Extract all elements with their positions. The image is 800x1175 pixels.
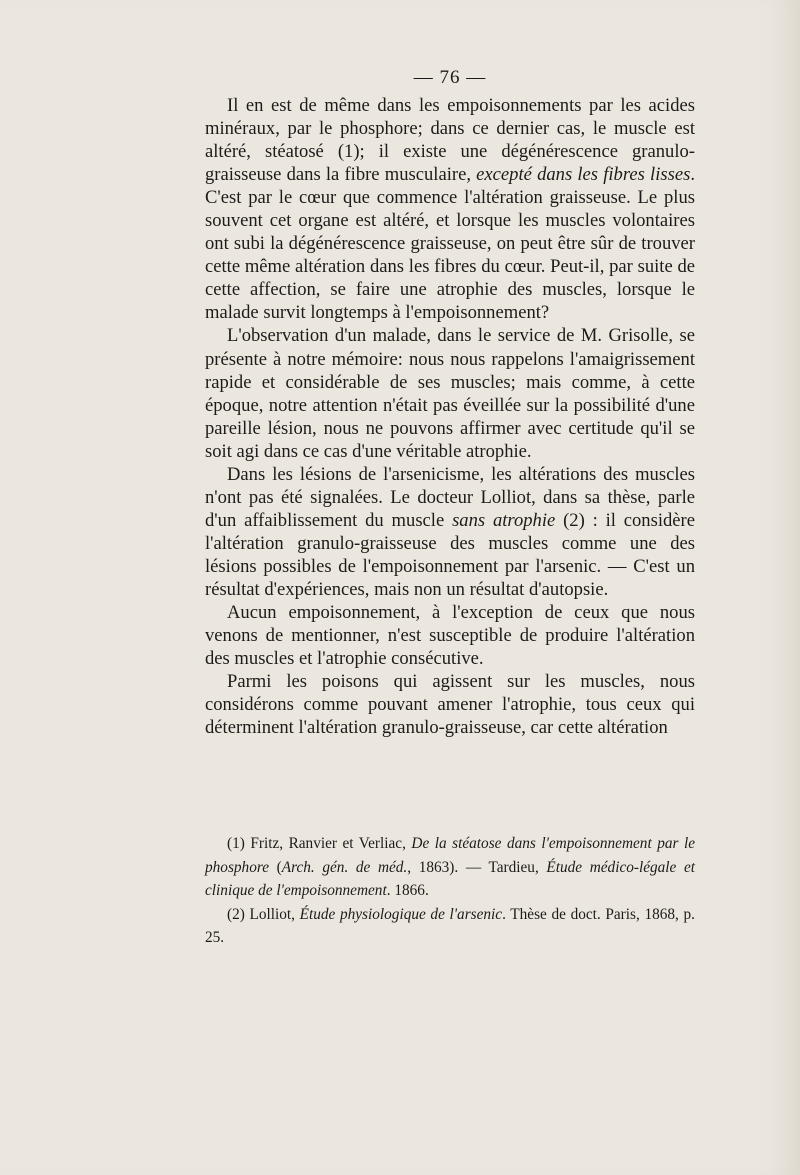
page-number: — 76 — [413,67,487,88]
paragraph [205,94,695,324]
footnote [205,832,695,903]
paragraph-text: Il en est de même dans les empoisonnements par les acides minéraux, par le phosphore; dans ce dernier cas, le muscle est altéré, stéatosé (1); il existe une dégénérescence granulo-graisseuse dans la fibre musculaire, [205,95,695,186]
paragraph-text: . C'est par le cœur que commence l'altération graisseuse. Le plus souvent cet organe est altéré, et lorsque les muscles volontaires ont subi la dégénérescence graisseuse, on peut être sûr de trouver cette même altération dans les fibres du cœur. Peut-il, par suite de cette affection, se faire une atrophie des muscles, lorsque le malade survit longtemps à l'empoisonnement? [205,164,696,324]
footnote-text: , 1863). — Tardieu, [407,858,547,876]
footnote-text: (2) Lolliot, [227,905,300,923]
footnote-italic-text: Étude physiologique de l'arsenic [299,905,503,923]
paragraph [205,670,695,739]
paragraph-italic-text: excepté dans les fibres lisses [476,164,691,186]
paragraph-text: Parmi les poisons qui agissent sur les muscles, nous considérons comme pouvant amener l'atrophie, tous ceux qui déterminent l'altération granulo-graisseuse, car cette altération [205,671,695,739]
main-text-block [205,62,695,739]
body-text [205,94,695,739]
footnote-italic-text: Étude médico-légale et clinique de l'empoisonnement [205,858,696,899]
footnote-text: ( [269,858,282,876]
paragraph-text: Aucun empoisonnement, à l'exception de ceux que nous venons de mentionner, n'est susceptible de produire l'altération des muscles et l'atrophie consécutive. [205,602,695,670]
paragraph-text: L'observation d'un malade, dans le service de M. Grisolle, se présente à notre mémoire: nous nous rappelons l'amaigrissement rapide et considérable de ses muscles; mais comme, à cette époque, notre attention n'était pas éveillée sur la possibilité d'une pareille lésion, nous ne pouvons affirmer avec certitude qu'il se soit agi dans ce cas d'une véritable atrophie. [205,325,695,462]
footnote [205,903,695,950]
footnote-italic-text: Arch. gén. de méd. [281,858,408,876]
paragraph [205,601,695,670]
footnote-italic-text: De la stéatose dans l'empoisonnement par le phosphore [205,835,695,876]
paragraph-italic-text: sans atrophie [452,509,556,531]
paragraph [205,324,695,462]
paragraph [205,463,695,601]
footnote-text: . Thèse de doct. Paris, 1868, p. 25. [205,905,696,946]
footnote-text: (1) Fritz, Ranvier et Verliac, [227,835,412,852]
paragraph-text: Dans les lésions de l'arsenicisme, les altérations des muscles n'ont pas été signalées. Le docteur Lolliot, dans sa thèse, parle d'un affaiblissement du muscle [205,463,695,531]
footnote-text: . 1866. [386,882,429,899]
paragraph-text: (2) : il considère l'altération granulo-graisseuse des muscles comme une des lésions possibles de l'empoisonnement par l'arsenic. — C'est un résultat d'expériences, mais non un résultat d'autopsie. [205,509,695,600]
footnotes [205,832,695,950]
